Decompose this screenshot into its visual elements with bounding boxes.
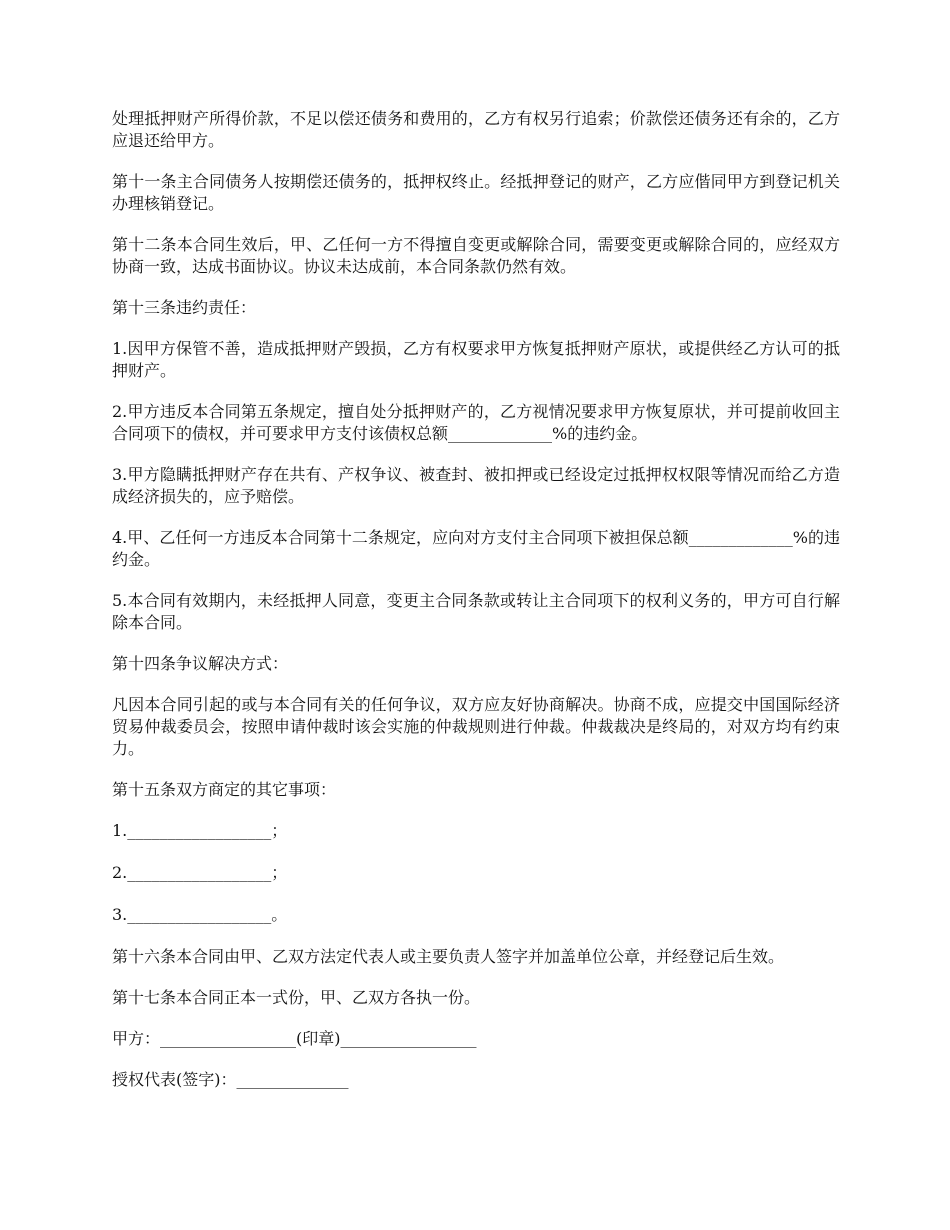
- paragraph-article-12: 第十二条本合同生效后，甲、乙任何一方不得擅自变更或解除合同，需要变更或解除合同的，应经双方协商一致，达成书面协议。协议未达成前，本合同条款仍然有效。: [112, 235, 840, 276]
- paragraph-breach-item-3: 3.甲方隐瞒抵押财产存在共有、产权争议、被查封、被扣押或已经设定过抵押权权限等情况而给乙方造成经济损失的，应予赔偿。: [112, 465, 840, 506]
- paragraph-article-11: 第十一条主合同债务人按期偿还债务的，抵押权终止。经抵押登记的财产，乙方应偕同甲方到登记机关办理核销登记。: [112, 172, 840, 213]
- paragraph-article-13-heading: 第十三条违约责任：: [112, 298, 257, 317]
- paragraph-article-17: 第十七条本合同正本一式份，甲、乙双方各执一份。: [112, 988, 481, 1007]
- paragraph-breach-item-5: 5.本合同有效期内，未经抵押人同意，变更主合同条款或转让主合同项下的权利义务的，甲方可自行解除本合同。: [112, 591, 840, 632]
- authorized-representative-line: 授权代表(签字)：______________: [112, 1070, 349, 1089]
- paragraph-dispute-resolution: 凡因本合同引起的或与本合同有关的任何争议，双方应友好协商解决。协商不成，应提交中国国际经济贸易仲裁委员会，按照申请仲裁时该会实施的仲裁规则进行仲裁。仲裁裁决是终局的，对双方均有约束力。: [112, 695, 840, 758]
- paragraph-breach-item-1: 1.因甲方保管不善，造成抵押财产毁损，乙方有权要求甲方恢复抵押财产原状，或提供经乙方认可的抵押财产。: [112, 339, 840, 380]
- paragraph-article-14-heading: 第十四条争议解决方式：: [112, 654, 289, 673]
- document-page: [112, 108, 840, 1110]
- party-a-signature-line: 甲方：_________________(印章)_________________: [112, 1029, 477, 1048]
- paragraph-article-15-heading: 第十五条双方商定的其它事项：: [112, 780, 337, 799]
- paragraph-disposal-proceeds: 处理抵押财产所得价款，不足以偿还债务和费用的，乙方有权另行追索；价款偿还债务还有余的，乙方应退还给甲方。: [112, 109, 840, 150]
- paragraph-breach-item-2: 2.甲方违反本合同第五条规定，擅自处分抵押财产的，乙方视情况要求甲方恢复原状，并可提前收回主合同项下的债权，并可要求甲方支付该债权总额_____________%的违约金。: [112, 402, 840, 443]
- paragraph-other-matter-2: 2.__________________；: [112, 863, 288, 882]
- paragraph-other-matter-1: 1.__________________；: [112, 821, 288, 840]
- paragraph-article-16: 第十六条本合同由甲、乙双方法定代表人或主要负责人签字并加盖单位公章，并经登记后生效。: [112, 947, 785, 966]
- paragraph-breach-item-4: 4.甲、乙任何一方违反本合同第十二条规定，应向对方支付主合同项下被担保总额_____________%的违约金。: [112, 528, 840, 569]
- paragraph-other-matter-3: 3.__________________。: [112, 905, 288, 924]
